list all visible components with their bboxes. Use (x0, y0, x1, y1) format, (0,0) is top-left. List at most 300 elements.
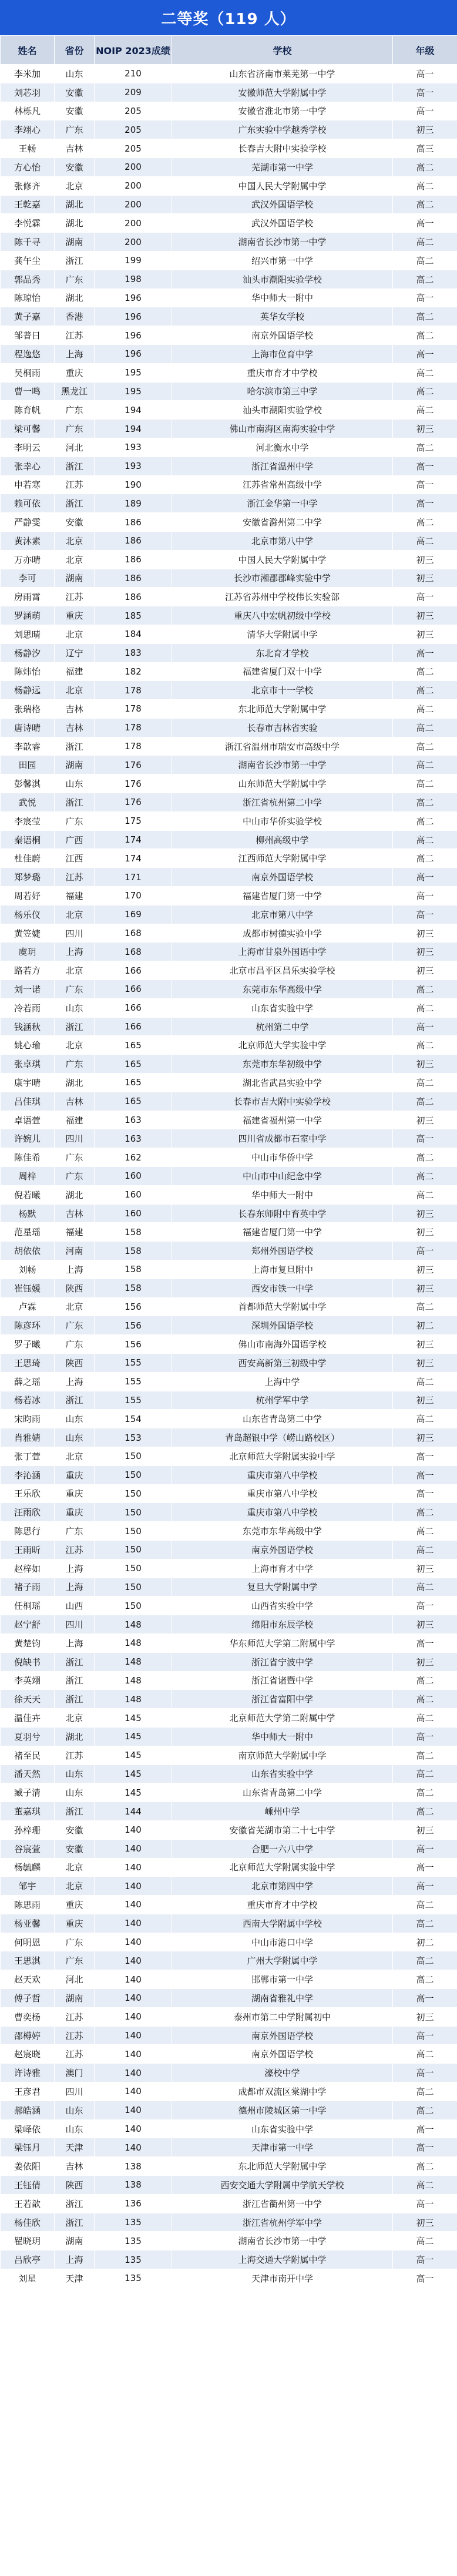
cell-student-name: 李歆睿 (1, 737, 55, 756)
cell-province: 上海 (55, 1578, 95, 1596)
cell-score: 168 (95, 942, 172, 961)
cell-score: 154 (95, 1410, 172, 1428)
cell-score: 140 (95, 2026, 172, 2045)
cell-grade: 初三 (393, 606, 457, 625)
cell-student-name: 黄子嘉 (1, 307, 55, 326)
table-row (1, 176, 457, 195)
cell-school: 山东省济南市莱芜第一中学 (172, 65, 393, 83)
cell-score: 166 (95, 998, 172, 1017)
cell-school: 中山市港口中学 (172, 1933, 393, 1951)
cell-score: 176 (95, 793, 172, 812)
cell-student-name: 何明恩 (1, 1933, 55, 1951)
cell-province: 北京 (55, 681, 95, 700)
cell-grade: 初三 (393, 2213, 457, 2232)
cell-student-name: 杨乐仪 (1, 905, 55, 924)
table-row (1, 2007, 457, 2026)
cell-school: 中国人民大学附属中学 (172, 176, 393, 195)
cell-grade: 初三 (393, 420, 457, 438)
cell-province: 上海 (55, 2250, 95, 2269)
cell-student-name: 罗子曦 (1, 1335, 55, 1354)
table-row (1, 139, 457, 158)
cell-student-name: 杨若冰 (1, 1391, 55, 1410)
cell-province: 吉林 (55, 2157, 95, 2176)
cell-grade: 高二 (393, 1578, 457, 1596)
cell-score: 145 (95, 1746, 172, 1765)
cell-grade: 高二 (393, 326, 457, 345)
cell-school: 河北衡水中学 (172, 438, 393, 457)
cell-school: 西安交通大学附属中学航天学校 (172, 2176, 393, 2195)
table-row (1, 326, 457, 345)
cell-score: 145 (95, 1783, 172, 1802)
cell-grade: 高一 (393, 588, 457, 606)
cell-grade: 高二 (393, 1540, 457, 1559)
cell-school: 安徽省芜湖市第二十七中学 (172, 1820, 393, 1839)
table-header-row (1, 36, 457, 65)
table-row (1, 1036, 457, 1055)
cell-province: 四川 (55, 1129, 95, 1148)
cell-school: 中国人民大学附属中学 (172, 550, 393, 569)
cell-grade: 高一 (393, 868, 457, 887)
cell-province: 广东 (55, 1316, 95, 1335)
table-row (1, 980, 457, 999)
cell-score: 205 (95, 139, 172, 158)
table-row (1, 1746, 457, 1765)
cell-school: 山西省实验中学 (172, 1596, 393, 1615)
cell-province: 湖南 (55, 2232, 95, 2250)
cell-score: 205 (95, 102, 172, 120)
section-title: 二等奖（119 人） (161, 10, 296, 28)
cell-school: 浙江金华第一中学 (172, 494, 393, 513)
cell-school: 湖南省雅礼中学 (172, 1989, 393, 2008)
cell-school: 华中师大一附中 (172, 289, 393, 307)
table-row (1, 2232, 457, 2250)
table-row (1, 1559, 457, 1578)
cell-grade: 高一 (393, 1465, 457, 1484)
cell-grade: 高二 (393, 513, 457, 532)
cell-province: 江苏 (55, 588, 95, 606)
table-row (1, 1167, 457, 1186)
cell-school: 佛山市南海区南海实验中学 (172, 420, 393, 438)
cell-student-name: 许婉儿 (1, 1129, 55, 1148)
cell-school: 南京外国语学校 (172, 868, 393, 887)
award-table (0, 35, 457, 2288)
cell-student-name: 房雨霄 (1, 588, 55, 606)
cell-student-name: 潘天然 (1, 1765, 55, 1783)
cell-score: 178 (95, 718, 172, 737)
cell-student-name: 唐诗晴 (1, 718, 55, 737)
cell-province: 北京 (55, 1447, 95, 1465)
cell-score: 198 (95, 270, 172, 289)
cell-school: 浙江省温州中学 (172, 457, 393, 475)
cell-grade: 初三 (393, 1260, 457, 1279)
cell-grade: 初三 (393, 569, 457, 588)
table-row (1, 401, 457, 420)
cell-grade: 高二 (393, 1802, 457, 1821)
cell-score: 176 (95, 774, 172, 793)
cell-student-name: 罗涵萌 (1, 606, 55, 625)
cell-student-name: 肖雅婧 (1, 1428, 55, 1447)
cell-score: 185 (95, 606, 172, 625)
cell-score: 193 (95, 438, 172, 457)
cell-province: 湖北 (55, 195, 95, 214)
table-row (1, 1074, 457, 1092)
cell-school: 上海市位育中学 (172, 344, 393, 363)
cell-grade: 高一 (393, 1839, 457, 1858)
cell-school: 嵊州中学 (172, 1802, 393, 1821)
cell-school: 泰州市第二中学附属初中 (172, 2007, 393, 2026)
table-row (1, 606, 457, 625)
cell-student-name: 孙梓珊 (1, 1820, 55, 1839)
cell-school: 北京师范大学第二附属中学 (172, 1709, 393, 1728)
cell-school: 濠校中学 (172, 2064, 393, 2082)
cell-grade: 高二 (393, 1746, 457, 1765)
cell-school: 山东省青岛第二中学 (172, 1410, 393, 1428)
cell-grade: 高二 (393, 737, 457, 756)
cell-student-name: 卓语萱 (1, 1111, 55, 1129)
table-row (1, 793, 457, 812)
cell-grade: 初三 (393, 120, 457, 139)
cell-student-name: 温佳卉 (1, 1709, 55, 1728)
cell-student-name: 李米加 (1, 65, 55, 83)
cell-school: 重庆市育才中学校 (172, 363, 393, 382)
cell-score: 205 (95, 120, 172, 139)
cell-school: 广东实验中学越秀学校 (172, 120, 393, 139)
cell-student-name: 许诗雅 (1, 2064, 55, 2082)
cell-province: 山东 (55, 1783, 95, 1802)
cell-grade: 高二 (393, 1709, 457, 1728)
cell-province: 四川 (55, 1615, 95, 1634)
table-row (1, 1877, 457, 1896)
cell-score: 140 (95, 1989, 172, 2008)
header-school: 学校 (172, 36, 393, 65)
cell-province: 四川 (55, 2082, 95, 2101)
table-row (1, 662, 457, 681)
cell-score: 140 (95, 2045, 172, 2064)
cell-province: 广东 (55, 1951, 95, 1970)
cell-province: 浙江 (55, 2213, 95, 2232)
cell-province: 江西 (55, 849, 95, 868)
cell-student-name: 陈思雨 (1, 1896, 55, 1914)
cell-province: 上海 (55, 942, 95, 961)
cell-grade: 高一 (393, 1017, 457, 1036)
cell-score: 156 (95, 1316, 172, 1335)
cell-school: 福建省福州第一中学 (172, 1111, 393, 1129)
cell-score: 150 (95, 1596, 172, 1615)
cell-score: 135 (95, 2269, 172, 2288)
cell-student-name: 路若方 (1, 961, 55, 980)
cell-score: 160 (95, 1185, 172, 1204)
cell-score: 200 (95, 233, 172, 251)
cell-province: 上海 (55, 344, 95, 363)
table-row (1, 569, 457, 588)
header-score: NOIP 2023成绩 (95, 36, 172, 65)
cell-student-name: 倪若曦 (1, 1185, 55, 1204)
cell-score: 155 (95, 1391, 172, 1410)
cell-school: 北京市第八中学 (172, 531, 393, 550)
cell-score: 158 (95, 1223, 172, 1242)
cell-score: 148 (95, 1634, 172, 1652)
cell-grade: 高二 (393, 307, 457, 326)
cell-grade: 高二 (393, 2176, 457, 2195)
cell-grade: 高二 (393, 401, 457, 420)
cell-province: 广东 (55, 401, 95, 420)
table-row (1, 1596, 457, 1615)
cell-student-name: 彭馨淇 (1, 774, 55, 793)
cell-school: 安徽省滁州第二中学 (172, 513, 393, 532)
header-province: 省份 (55, 36, 95, 65)
cell-school: 汕头市潮阳实验学校 (172, 401, 393, 420)
cell-province: 浙江 (55, 251, 95, 270)
cell-score: 175 (95, 811, 172, 830)
cell-grade: 高一 (393, 1634, 457, 1652)
cell-school: 浙江省衢州第一中学 (172, 2194, 393, 2213)
cell-score: 178 (95, 737, 172, 756)
cell-student-name: 倪缺书 (1, 1652, 55, 1671)
cell-province: 福建 (55, 1111, 95, 1129)
cell-grade: 初三 (393, 1223, 457, 1242)
table-row (1, 1428, 457, 1447)
table-row (1, 382, 457, 401)
cell-grade: 高一 (393, 905, 457, 924)
cell-student-name: 吕佳琪 (1, 1092, 55, 1111)
cell-score: 186 (95, 588, 172, 606)
cell-score: 194 (95, 420, 172, 438)
cell-grade: 初三 (393, 1279, 457, 1297)
table-row (1, 1783, 457, 1802)
cell-score: 193 (95, 457, 172, 475)
table-row (1, 1820, 457, 1839)
cell-student-name: 严静雯 (1, 513, 55, 532)
cell-school: 北京市第四中学 (172, 1877, 393, 1896)
table-row (1, 1858, 457, 1877)
cell-score: 170 (95, 887, 172, 905)
cell-score: 199 (95, 251, 172, 270)
cell-grade: 高二 (393, 1896, 457, 1914)
table-row (1, 1129, 457, 1148)
cell-student-name: 范星瑶 (1, 1223, 55, 1242)
cell-student-name: 陈炜怡 (1, 662, 55, 681)
cell-score: 163 (95, 1129, 172, 1148)
cell-school: 上海市育才中学 (172, 1559, 393, 1578)
cell-school: 成都市树德实验中学 (172, 924, 393, 942)
cell-school: 合肥一六八中学 (172, 1839, 393, 1858)
cell-student-name: 康宇晴 (1, 1074, 55, 1092)
cell-school: 福建省厦门第一中学 (172, 887, 393, 905)
cell-province: 湖南 (55, 1989, 95, 2008)
cell-grade: 初二 (393, 1933, 457, 1951)
cell-score: 196 (95, 307, 172, 326)
cell-school: 东莞市东华高级中学 (172, 1522, 393, 1541)
table-row (1, 1204, 457, 1223)
cell-student-name: 汪雨欣 (1, 1503, 55, 1522)
cell-school: 长沙市湘郡郡峰实验中学 (172, 569, 393, 588)
cell-province: 江苏 (55, 1540, 95, 1559)
cell-student-name: 冷若雨 (1, 998, 55, 1017)
cell-grade: 高二 (393, 811, 457, 830)
cell-school: 首都师范大学附属中学 (172, 1297, 393, 1316)
cell-province: 重庆 (55, 1484, 95, 1503)
cell-province: 浙江 (55, 1802, 95, 1821)
cell-province: 辽宁 (55, 643, 95, 662)
cell-province: 河南 (55, 1242, 95, 1260)
cell-school: 湖北省武昌实验中学 (172, 1074, 393, 1092)
cell-student-name: 程逸悠 (1, 344, 55, 363)
cell-school: 湖南省长沙市第一中学 (172, 756, 393, 774)
cell-grade: 初三 (393, 2007, 457, 2026)
cell-grade: 高一 (393, 643, 457, 662)
cell-province: 湖北 (55, 1185, 95, 1204)
cell-student-name: 梁峄依 (1, 2119, 55, 2138)
cell-student-name: 张卓琪 (1, 1055, 55, 1074)
cell-student-name: 王思琦 (1, 1353, 55, 1372)
cell-grade: 高二 (393, 756, 457, 774)
cell-grade: 初三 (393, 942, 457, 961)
table-row (1, 1484, 457, 1503)
cell-school: 北京市第八中学 (172, 905, 393, 924)
cell-score: 150 (95, 1559, 172, 1578)
cell-province: 重庆 (55, 1503, 95, 1522)
table-row (1, 531, 457, 550)
cell-score: 194 (95, 401, 172, 420)
cell-score: 140 (95, 1858, 172, 1877)
cell-province: 北京 (55, 1036, 95, 1055)
cell-student-name: 曹一鸣 (1, 382, 55, 401)
cell-grade: 高二 (393, 1148, 457, 1167)
cell-school: 浙江省杭州学军中学 (172, 2213, 393, 2232)
cell-score: 174 (95, 830, 172, 849)
table-row (1, 756, 457, 774)
cell-score: 195 (95, 382, 172, 401)
cell-province: 北京 (55, 1709, 95, 1728)
cell-score: 140 (95, 2007, 172, 2026)
cell-grade: 高一 (393, 1129, 457, 1148)
cell-grade: 高二 (393, 438, 457, 457)
cell-grade: 高二 (393, 830, 457, 849)
cell-score: 144 (95, 1802, 172, 1821)
cell-province: 北京 (55, 176, 95, 195)
table-row (1, 961, 457, 980)
cell-province: 江苏 (55, 2007, 95, 2026)
cell-grade: 高二 (393, 2232, 457, 2250)
cell-student-name: 陈琼怡 (1, 289, 55, 307)
cell-student-name: 黄笠婕 (1, 924, 55, 942)
cell-grade: 高一 (393, 2269, 457, 2288)
cell-student-name: 李可 (1, 569, 55, 588)
cell-student-name: 宋昀雨 (1, 1410, 55, 1428)
cell-student-name: 陈千寻 (1, 233, 55, 251)
cell-score: 145 (95, 1709, 172, 1728)
cell-score: 158 (95, 1279, 172, 1297)
cell-school: 深圳外国语学校 (172, 1316, 393, 1335)
cell-grade: 高二 (393, 998, 457, 1017)
table-row (1, 2250, 457, 2269)
cell-student-name: 林栎凡 (1, 102, 55, 120)
table-row (1, 1896, 457, 1914)
table-row (1, 643, 457, 662)
cell-student-name: 陈彦环 (1, 1316, 55, 1335)
cell-student-name: 杨静远 (1, 681, 55, 700)
cell-score: 196 (95, 344, 172, 363)
cell-student-name: 郭品秀 (1, 270, 55, 289)
cell-score: 186 (95, 550, 172, 569)
cell-score: 140 (95, 1896, 172, 1914)
cell-grade: 高二 (393, 1185, 457, 1204)
cell-student-name: 王雨昕 (1, 1540, 55, 1559)
cell-score: 155 (95, 1353, 172, 1372)
cell-student-name: 赖可依 (1, 494, 55, 513)
cell-score: 156 (95, 1335, 172, 1354)
cell-score: 150 (95, 1484, 172, 1503)
cell-province: 湖北 (55, 1074, 95, 1092)
cell-grade: 高一 (393, 1727, 457, 1746)
cell-province: 北京 (55, 1877, 95, 1896)
cell-province: 四川 (55, 924, 95, 942)
cell-student-name: 李悦霖 (1, 214, 55, 233)
cell-score: 162 (95, 1148, 172, 1167)
cell-province: 北京 (55, 1297, 95, 1316)
cell-student-name: 武悦 (1, 793, 55, 812)
cell-score: 169 (95, 905, 172, 924)
cell-province: 上海 (55, 1372, 95, 1391)
cell-province: 吉林 (55, 700, 95, 719)
cell-score: 135 (95, 2250, 172, 2269)
cell-score: 158 (95, 1242, 172, 1260)
table-row (1, 1652, 457, 1671)
table-row (1, 774, 457, 793)
cell-province: 吉林 (55, 1092, 95, 1111)
cell-school: 山东省实验中学 (172, 998, 393, 1017)
cell-province: 重庆 (55, 363, 95, 382)
cell-province: 陕西 (55, 1279, 95, 1297)
cell-province: 安徽 (55, 1820, 95, 1839)
cell-grade: 高二 (393, 251, 457, 270)
cell-score: 168 (95, 924, 172, 942)
cell-student-name: 王思淇 (1, 1951, 55, 1970)
cell-province: 上海 (55, 1260, 95, 1279)
cell-score: 160 (95, 1167, 172, 1186)
table-row (1, 83, 457, 102)
cell-grade: 高二 (393, 2082, 457, 2101)
cell-province: 浙江 (55, 457, 95, 475)
cell-province: 江苏 (55, 326, 95, 345)
cell-grade: 高一 (393, 475, 457, 494)
cell-province: 安徽 (55, 1839, 95, 1858)
cell-school: 柳州高级中学 (172, 830, 393, 849)
table-row (1, 2119, 457, 2138)
cell-student-name: 曹奕杨 (1, 2007, 55, 2026)
cell-grade: 高二 (393, 980, 457, 999)
cell-school: 北京师范大学附属实验中学 (172, 1447, 393, 1465)
cell-school: 上海交通大学附属中学 (172, 2250, 393, 2269)
cell-grade: 高二 (393, 700, 457, 719)
cell-student-name: 王乾嘉 (1, 195, 55, 214)
cell-school: 福建省厦门双十中学 (172, 662, 393, 681)
cell-score: 182 (95, 662, 172, 681)
cell-school: 南京师范大学附属中学 (172, 1746, 393, 1765)
table-row (1, 2064, 457, 2082)
table-row (1, 830, 457, 849)
cell-student-name: 张幸心 (1, 457, 55, 475)
cell-student-name: 张修齐 (1, 176, 55, 195)
table-row (1, 513, 457, 532)
cell-grade: 高一 (393, 2119, 457, 2138)
table-row (1, 1709, 457, 1728)
cell-score: 138 (95, 2157, 172, 2176)
cell-school: 中山市华侨中学 (172, 1148, 393, 1167)
cell-student-name: 刘星 (1, 2269, 55, 2288)
cell-grade: 初三 (393, 1204, 457, 1223)
cell-student-name: 虞玥 (1, 942, 55, 961)
